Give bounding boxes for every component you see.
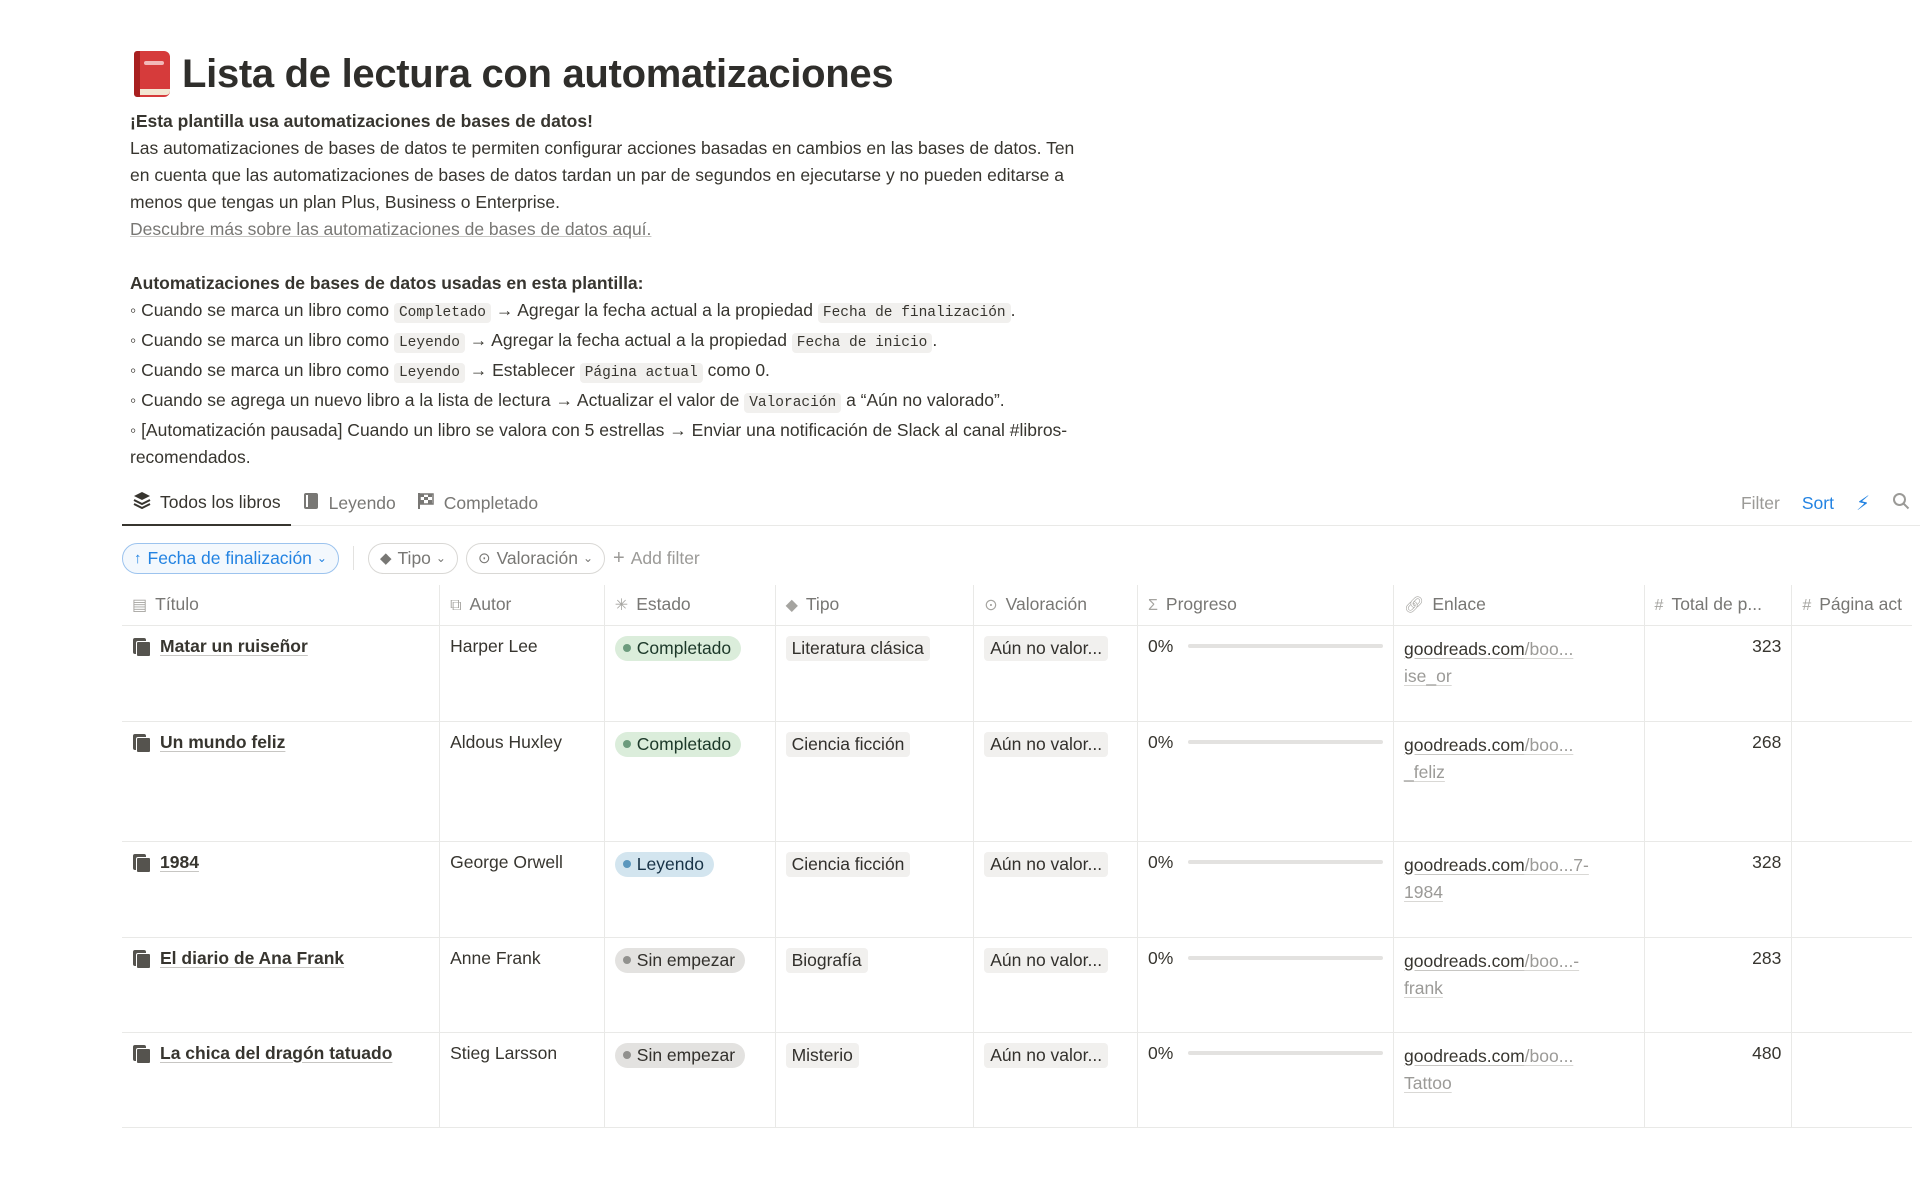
goodreads-link[interactable]: goodreads.com/boo...- frank: [1404, 950, 1580, 998]
automation-rule: ◦ Cuando se marca un libro como Leyendo → Agregar la fecha actual a la propiedad Fecha de inicio .: [130, 330, 938, 351]
status-badge[interactable]: Sin empezar: [615, 948, 745, 973]
number-icon: #: [1654, 597, 1664, 615]
tab-completado[interactable]: Completado: [406, 482, 548, 526]
page-icon: [132, 638, 150, 655]
cell-titulo[interactable]: [122, 721, 440, 841]
view-toolbar: [1741, 491, 1920, 516]
progress-percent: 0%: [1148, 1042, 1174, 1063]
page-icon: [132, 1045, 150, 1062]
column-header-titulo[interactable]: ▤ Título: [122, 585, 440, 625]
checkered-flag-icon: [416, 492, 436, 515]
cell-total-paginas[interactable]: [1644, 625, 1792, 721]
number-icon: #: [1802, 597, 1812, 615]
book-title[interactable]: El diario de Ana Frank: [160, 947, 345, 968]
total-pages-value: 328: [1752, 851, 1782, 872]
cell-progreso: [1138, 625, 1394, 721]
cell-valoracion[interactable]: [974, 721, 1138, 841]
cell-total-paginas[interactable]: [1644, 841, 1792, 937]
table-row[interactable]: [122, 937, 1912, 1032]
reading-list-table: [122, 585, 1912, 1128]
book-title[interactable]: 1984: [160, 851, 199, 872]
column-header-pagina-actual[interactable]: # Página act: [1792, 585, 1912, 625]
automation-rule: ◦ [Automatización pausada] Cuando un libro se valora con 5 estrellas → Enviar una notificación de Slack al canal #libros-recomendados.: [130, 420, 1068, 467]
cell-progreso: [1138, 841, 1394, 937]
status-icon: ✳: [614, 597, 629, 615]
column-header-autor[interactable]: ⧉ Autor: [440, 585, 605, 625]
cell-autor[interactable]: [440, 1032, 605, 1127]
tab-leyendo[interactable]: Leyendo: [291, 482, 406, 526]
chevron-down-icon: ⌄: [435, 551, 446, 565]
cell-estado[interactable]: [604, 937, 775, 1032]
cell-pagina-actual[interactable]: [1792, 721, 1912, 841]
book-title[interactable]: Un mundo feliz: [160, 731, 286, 752]
automation-rule: ◦ Cuando se marca un libro como Leyendo → Establecer Página actual como 0.: [130, 360, 770, 381]
cell-pagina-actual[interactable]: [1792, 841, 1912, 937]
type-tag: Literatura clásica: [786, 636, 930, 661]
cell-titulo[interactable]: [122, 841, 440, 937]
status-dot: [623, 1051, 631, 1059]
progress-bar: [1188, 740, 1383, 744]
filter-button[interactable]: Filter: [1740, 493, 1780, 513]
add-filter-button[interactable]: + Add filter: [613, 546, 700, 569]
intro-heading: ¡Esta plantilla usa automatizaciones de bases de datos!: [130, 111, 593, 131]
automations-heading: Automatizaciones de bases de datos usadas en esta plantilla:: [130, 273, 644, 293]
page-icon: [132, 734, 150, 751]
cell-autor[interactable]: [440, 721, 605, 841]
progress-percent: 0%: [1148, 731, 1174, 752]
search-icon[interactable]: [1892, 492, 1910, 516]
chevron-down-icon: ⌄: [316, 551, 327, 565]
cell-enlace[interactable]: [1394, 841, 1645, 937]
cell-autor[interactable]: [440, 625, 605, 721]
goodreads-link[interactable]: goodreads.com/boo...7- 1984: [1404, 854, 1589, 902]
cell-tipo[interactable]: [775, 625, 974, 721]
cell-enlace[interactable]: [1394, 625, 1645, 721]
cell-estado[interactable]: [604, 1032, 775, 1127]
cell-valoracion[interactable]: [974, 625, 1138, 721]
learn-more-link[interactable]: Descubre más sobre las automatizaciones de bases de datos aquí.: [130, 219, 652, 239]
author-name: Stieg Larsson: [450, 1042, 558, 1063]
chevron-down-icon: ⌄: [582, 551, 594, 565]
total-pages-value: 323: [1752, 635, 1782, 656]
filter-chip-tipo[interactable]: ◆ Tipo ⌄: [368, 543, 458, 574]
cell-tipo[interactable]: [775, 721, 974, 841]
view-tabs: [122, 482, 1920, 526]
automation-rule: ◦ Cuando se agrega un nuevo libro a la lista de lectura → Actualizar el valor de Valoración a “Aún no valorado”.: [130, 390, 1005, 411]
cell-autor[interactable]: [440, 841, 605, 937]
goodreads-link[interactable]: goodreads.com/boo... ise_or: [1404, 638, 1574, 686]
column-header-estado[interactable]: ✳ Estado: [604, 585, 775, 625]
progress-bar: [1188, 1051, 1383, 1055]
select-circle-icon: ⊙: [477, 550, 491, 567]
goodreads-link[interactable]: goodreads.com/boo... Tattoo: [1404, 1045, 1574, 1093]
rating-tag: Aún no valor...: [984, 732, 1108, 757]
type-tag: Misterio: [786, 1043, 859, 1068]
cell-valoracion[interactable]: [974, 841, 1138, 937]
cell-enlace[interactable]: [1394, 937, 1645, 1032]
total-pages-value: 480: [1752, 1042, 1782, 1063]
progress-percent: 0%: [1148, 635, 1174, 656]
multi-select-icon: ◆: [785, 597, 798, 615]
cell-titulo[interactable]: [122, 625, 440, 721]
cell-valoracion[interactable]: [974, 1032, 1138, 1127]
lightning-icon[interactable]: ⚡︎: [1855, 493, 1870, 515]
cell-total-paginas[interactable]: [1644, 721, 1792, 841]
progress-percent: 0%: [1148, 851, 1174, 872]
status-badge[interactable]: Leyendo: [615, 852, 714, 877]
page-icon: [132, 950, 150, 967]
cell-titulo[interactable]: [122, 1032, 440, 1127]
cell-progreso: [1138, 721, 1394, 841]
table-row[interactable]: [122, 721, 1912, 841]
column-header-enlace[interactable]: 🔗︎ Enlace: [1394, 585, 1645, 625]
cell-titulo[interactable]: [122, 937, 440, 1032]
filter-divider: [353, 546, 354, 570]
book-icon: [301, 492, 321, 515]
table-row[interactable]: [122, 1032, 1912, 1127]
status-dot: [623, 956, 631, 964]
author-name: Harper Lee: [450, 635, 538, 656]
goodreads-link[interactable]: goodreads.com/boo... _feliz: [1404, 734, 1574, 782]
title-icon: ▤: [132, 597, 148, 615]
link-icon: 🔗︎: [1404, 597, 1425, 615]
select-icon: ⊙: [984, 597, 998, 615]
sort-chip-fecha-finalizacion[interactable]: ↑ Fecha de finalización ⌄: [122, 543, 339, 574]
author-name: George Orwell: [450, 851, 563, 872]
shapes-icon: ◆: [379, 550, 392, 567]
cell-total-paginas[interactable]: [1644, 937, 1792, 1032]
progress-bar: [1188, 860, 1383, 864]
status-dot: [623, 740, 631, 748]
column-header-progreso[interactable]: Σ Progreso: [1138, 585, 1394, 625]
column-header-tipo[interactable]: ◆ Tipo: [775, 585, 974, 625]
table-row[interactable]: [122, 841, 1912, 937]
status-badge[interactable]: Completado: [615, 732, 741, 757]
type-tag: Ciencia ficción: [786, 852, 911, 877]
sort-button[interactable]: Sort: [1801, 493, 1834, 513]
type-tag: Ciencia ficción: [786, 732, 911, 757]
rating-tag: Aún no valor...: [984, 948, 1108, 973]
arrow-up-icon: ↑: [134, 549, 142, 567]
cell-enlace[interactable]: [1394, 721, 1645, 841]
cell-tipo[interactable]: [775, 1032, 974, 1127]
cell-autor[interactable]: [440, 937, 605, 1032]
cell-estado[interactable]: [604, 721, 775, 841]
rating-tag: Aún no valor...: [984, 1043, 1108, 1068]
page-icon: [132, 854, 150, 871]
rating-tag: Aún no valor...: [984, 636, 1108, 661]
page-header: [130, 48, 893, 100]
red-book-icon[interactable]: [130, 49, 174, 99]
formula-icon: Σ: [1148, 597, 1158, 615]
progress-percent: 0%: [1148, 947, 1174, 968]
cell-progreso: [1138, 937, 1394, 1032]
book-title[interactable]: La chica del dragón tatuado: [160, 1042, 393, 1063]
automation-rule: ◦ Cuando se marca un libro como Completado → Agregar la fecha actual a la propiedad Fecha de finalización .: [130, 300, 1016, 321]
cell-tipo[interactable]: [775, 937, 974, 1032]
author-name: Anne Frank: [450, 947, 541, 968]
cell-estado[interactable]: [604, 625, 775, 721]
status-dot: [623, 860, 631, 868]
status-badge[interactable]: Sin empezar: [615, 1043, 745, 1068]
type-tag: Biografía: [786, 948, 868, 973]
cell-tipo[interactable]: [775, 841, 974, 937]
status-badge[interactable]: Completado: [615, 636, 741, 661]
column-header-valoracion[interactable]: ⊙ Valoración: [974, 585, 1138, 625]
tab-todos-los-libros[interactable]: Todos los libros: [122, 482, 291, 526]
relation-icon: ⧉: [450, 597, 462, 615]
intro-text: Las automatizaciones de bases de datos te permiten configurar acciones basadas en cambios en las bases de datos. Ten en cuenta que las automatizaciones de bases de datos tardan un par de segundos en ejecutarse y no pueden editarse a menos que tengas un plan Plus, Business o Enterprise.: [130, 138, 1075, 212]
cell-enlace[interactable]: [1394, 1032, 1645, 1127]
progress-bar: [1188, 644, 1383, 648]
cell-total-paginas[interactable]: [1644, 1032, 1792, 1127]
filter-chip-valoracion[interactable]: ⊙ Valoración ⌄: [466, 543, 605, 574]
cell-progreso: [1138, 1032, 1394, 1127]
page-description: [130, 108, 1090, 471]
cell-valoracion[interactable]: [974, 937, 1138, 1032]
page-title[interactable]: Lista de lectura con automatizaciones: [182, 51, 894, 96]
layers-icon: [132, 491, 152, 514]
cell-pagina-actual[interactable]: [1792, 625, 1912, 721]
author-name: Aldous Huxley: [450, 731, 562, 752]
book-title[interactable]: Matar un ruiseñor: [160, 635, 308, 656]
total-pages-value: 283: [1752, 947, 1782, 968]
table-row[interactable]: [122, 625, 1912, 721]
progress-bar: [1188, 956, 1383, 960]
table-header-row: [122, 585, 1912, 625]
cell-pagina-actual[interactable]: [1792, 937, 1912, 1032]
filter-bar: [122, 542, 700, 574]
cell-pagina-actual[interactable]: [1792, 1032, 1912, 1127]
cell-estado[interactable]: [604, 841, 775, 937]
plus-icon: +: [613, 546, 625, 569]
total-pages-value: 268: [1752, 731, 1782, 752]
column-header-total-paginas[interactable]: # Total de p...: [1644, 585, 1792, 625]
status-dot: [623, 644, 631, 652]
rating-tag: Aún no valor...: [984, 852, 1108, 877]
